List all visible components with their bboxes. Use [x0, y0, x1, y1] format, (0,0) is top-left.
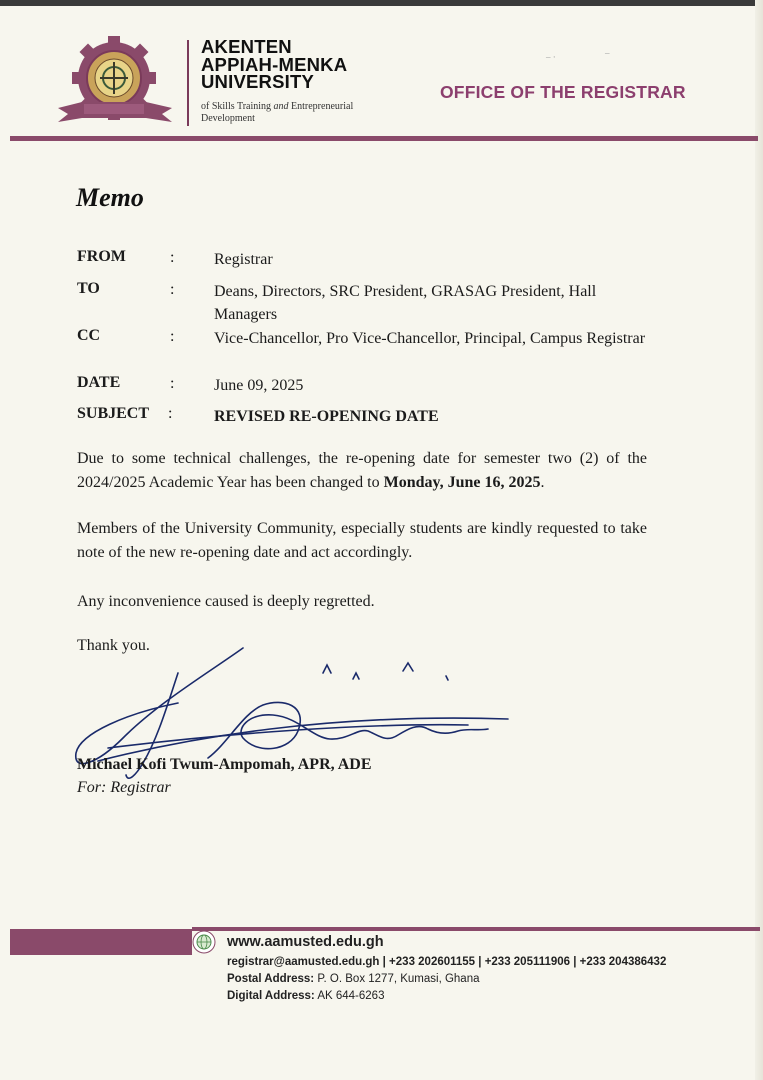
- field-label: TO: [77, 280, 100, 297]
- field-value: REVISED RE-OPENING DATE: [214, 408, 439, 425]
- university-crest-icon: [52, 36, 180, 132]
- field-value: Vice-Chancellor, Pro Vice-Chancellor, Principal, Campus Registrar: [214, 330, 646, 347]
- signer-role: For: Registrar: [77, 779, 171, 796]
- contact-line: registrar@aamusted.edu.gh | +233 202601155 | +233 205111906 | +233 204386432: [227, 956, 667, 968]
- page-top-edge: [0, 0, 763, 6]
- reopening-date: Monday, June 16, 2025: [383, 473, 541, 491]
- field-colon: :: [168, 405, 173, 422]
- field-label: CC: [77, 327, 101, 344]
- university-tagline: [201, 101, 386, 125]
- memo-paragraph-1: [77, 447, 647, 494]
- postal-value: P. O. Box 1277, Kumasi, Ghana: [314, 973, 480, 985]
- header-divider: [187, 40, 189, 126]
- postal-label: Postal Address:: [227, 973, 315, 985]
- university-name-line1: AKENTEN: [201, 36, 292, 57]
- paper-speck: – ·: [546, 52, 556, 62]
- closing-text: Thank you.: [77, 637, 150, 654]
- field-value: June 09, 2025: [214, 377, 304, 394]
- digital-value: AK 644-6263: [314, 990, 385, 1002]
- memo-title: Memo: [76, 183, 144, 212]
- field-label: SUBJECT: [77, 405, 150, 422]
- footer-bar: [10, 929, 192, 955]
- field-value: Deans, Directors, SRC President, GRASAG President, Hall Managers: [214, 283, 597, 323]
- tagline-part2: Entrepreneurial Development: [201, 101, 354, 124]
- paragraph-end: .: [540, 473, 545, 491]
- field-colon: :: [170, 281, 175, 298]
- tagline-part1: of Skills Training: [201, 101, 274, 112]
- office-title: OFFICE OF THE REGISTRAR: [440, 82, 686, 102]
- postal-address: [227, 973, 480, 985]
- field-value: Registrar: [214, 251, 273, 268]
- field-colon: :: [170, 375, 175, 392]
- field-label: DATE: [77, 374, 121, 391]
- digital-address: [227, 990, 384, 1002]
- signer-name: Michael Kofi Twum-Ampomah, APR, ADE: [77, 756, 372, 773]
- field-label: FROM: [77, 248, 126, 265]
- memo-paragraph-2: Members of the University Community, especially students are kindly requested to take note of the new re-opening date and act accordingly.: [77, 520, 647, 561]
- university-name-line2: APPIAH-MENKA: [201, 53, 348, 75]
- field-colon: :: [170, 328, 175, 345]
- memo-paragraph-3: Any inconvenience caused is deeply regretted.: [77, 593, 375, 610]
- globe-icon: [192, 930, 216, 954]
- footer-rule: [192, 927, 760, 931]
- header-rule: [10, 136, 758, 141]
- university-name: [201, 38, 347, 91]
- digital-label: Digital Address:: [227, 990, 315, 1002]
- paragraph-text: Due to some technical challenges, the re-opening date for semester two (2) of the 2024/2025 Academic Year has been changed to: [77, 450, 647, 491]
- university-name-line3: UNIVERSITY: [201, 71, 315, 92]
- field-colon: :: [170, 249, 175, 266]
- paper-speck: –: [605, 48, 610, 58]
- page-right-edge: [755, 0, 763, 1080]
- tagline-and: and: [273, 101, 289, 112]
- website-link[interactable]: www.aamusted.edu.gh: [227, 934, 384, 950]
